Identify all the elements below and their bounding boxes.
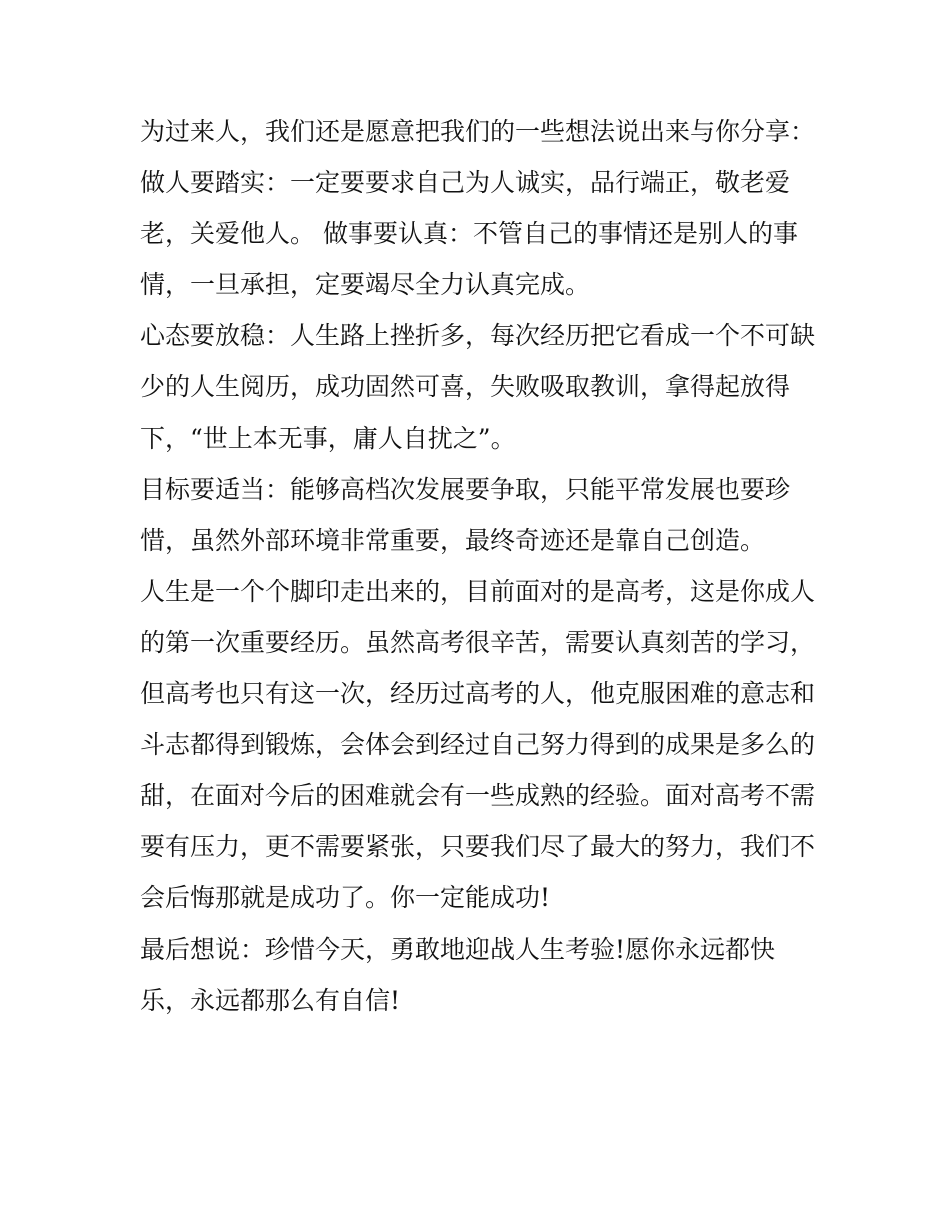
- text-line: 目标要适当：能够高档次发展要争取，只能平常发展也要珍: [140, 474, 791, 504]
- text-line: 会后悔那就是成功了。你一定能成功!: [140, 883, 551, 913]
- text-line: 做人要踏实：一定要要求自己为人诚实，品行端正，敬老爱: [140, 168, 791, 198]
- text-line: 但高考也只有这一次，经历过高考的人，他克服困难的意志和: [140, 679, 816, 709]
- text-line: 要有压力，更不需要紧张，只要我们尽了最大的努力，我们不: [140, 832, 816, 862]
- text-line: 为过来人，我们还是愿意把我们的一些想法说出来与你分享：: [140, 117, 816, 146]
- text-line: 惜，虽然外部环境非常重要，最终奇迹还是靠自己创造。: [140, 525, 766, 555]
- text-line: 甜，在面对今后的困难就会有一些成熟的经验。面对高考不需: [140, 781, 816, 811]
- text-line: 斗志都得到锻炼，会体会到经过自己努力得到的成果是多么的: [140, 730, 816, 760]
- text-line: 的第一次重要经历。虽然高考很辛苦，需要认真刻苦的学习，: [140, 627, 816, 657]
- text-line: 老，关爱他人。 做事要认真：不管自己的事情还是别人的事: [140, 219, 798, 249]
- text-line: 少的人生阅历，成功固然可喜，失败吸取教训，拿得起放得: [140, 372, 791, 402]
- text-line: 乐，永远都那么有自信!: [140, 985, 401, 1015]
- text-line: 情，一旦承担，定要竭尽全力认真完成。: [140, 270, 591, 300]
- text-line: 下，“世上本无事，庸人自扰之”。: [140, 423, 516, 453]
- document-body: [140, 106, 830, 1026]
- text-line: 人生是一个个脚印走出来的，目前面对的是高考，这是你成人: [140, 576, 816, 606]
- text-line: 心态要放稳：人生路上挫折多，每次经历把它看成一个不可缺: [140, 321, 816, 351]
- text-line: 最后想说：珍惜今天，勇敢地迎战人生考验!愿你永远都快: [140, 934, 776, 964]
